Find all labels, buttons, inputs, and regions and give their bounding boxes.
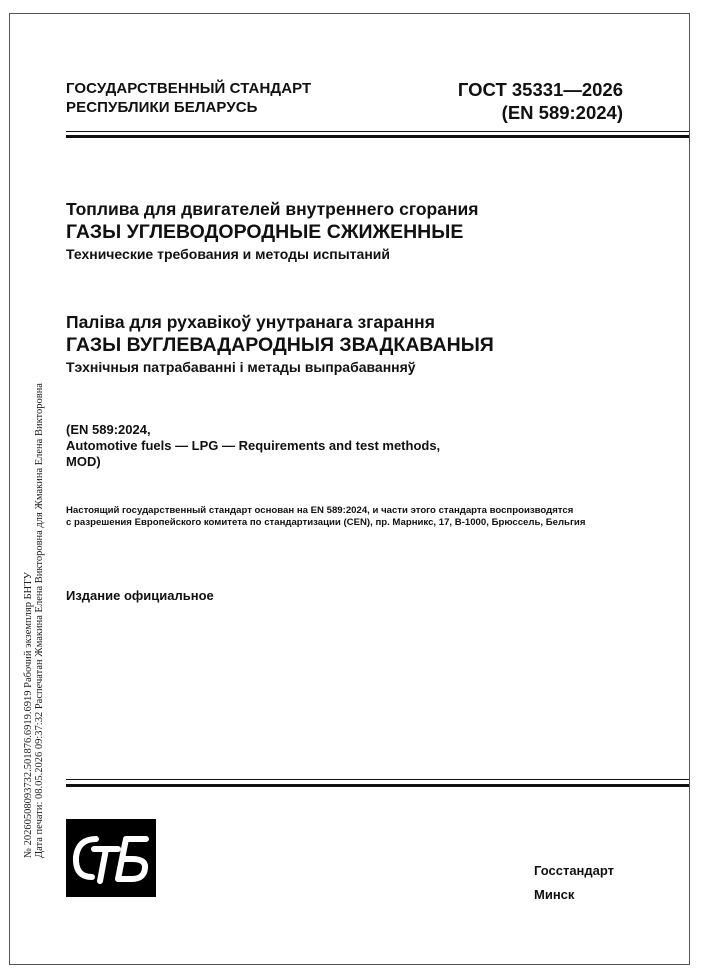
title-belarusian <box>66 311 494 377</box>
side-stamp <box>23 383 45 858</box>
standard-organization <box>66 79 311 117</box>
title-russian-line-1: Топлива для двигателей внутреннего сгорания <box>66 199 479 219</box>
title-belarusian-line-1: Паліва для рухавікоў унутранага згарання <box>66 312 435 332</box>
publisher-name: Госстандарт <box>534 863 615 878</box>
top-divider-thin <box>66 131 689 132</box>
title-english-line-2: Automotive fuels — LPG — Requirements and test methods, <box>66 438 441 453</box>
title-belarusian-line-2: ГАЗЫ ВУГЛЕВАДАРОДНЫЯ ЗВАДКАВАНЫЯ <box>66 334 494 356</box>
edition-label: Издание официальное <box>66 588 214 603</box>
standard-code <box>458 78 623 124</box>
title-russian-line-3: Технические требования и методы испытаний <box>66 246 390 262</box>
standard-code-line-2: (EN 589:2024) <box>501 102 623 123</box>
title-russian <box>66 198 479 264</box>
top-divider-thick <box>66 135 689 138</box>
organization-line-2: РЕСПУБЛИКИ БЕЛАРУСЬ <box>66 99 258 116</box>
bottom-divider-thin <box>66 779 689 780</box>
publisher-city: Минск <box>534 887 575 902</box>
standard-code-line-1: ГОСТ 35331—2026 <box>457 79 623 100</box>
title-english-line-3: MOD) <box>66 454 101 469</box>
source-note-line-1: Настоящий государственный стандарт основан на EN 589:2024, и части этого стандарта воспроизводятся <box>66 505 574 516</box>
gosstandart-logo-icon <box>66 819 156 897</box>
title-english-line-1: (EN 589:2024, <box>66 422 151 437</box>
side-stamp-line-2: Дата печати: 08.05.2026 09:37:32 Распечатан Жмакина Елена Викторовна для Жмакина Елена Викторовна <box>34 383 45 858</box>
organization-line-1: ГОСУДАРСТВЕННЫЙ СТАНДАРТ <box>66 80 312 97</box>
source-note-line-2: с разрешения Европейского комитета по стандартизации (CEN), пр. Марникс, 17, B-1000, Брюссель, Бельгия <box>66 517 586 528</box>
publisher <box>534 859 614 907</box>
bottom-divider-thick <box>66 784 689 787</box>
title-russian-line-2: ГАЗЫ УГЛЕВОДОРОДНЫЕ СЖИЖЕННЫЕ <box>66 221 464 243</box>
source-note <box>66 505 585 529</box>
side-stamp-line-1: № 20260508093732.501876.6919.6919 Рабочий экземпляр БНТУ <box>23 571 34 858</box>
title-belarusian-line-3: Тэхнічныя патрабаванні і метады выпрабаванняў <box>66 359 416 375</box>
title-english <box>66 422 440 470</box>
